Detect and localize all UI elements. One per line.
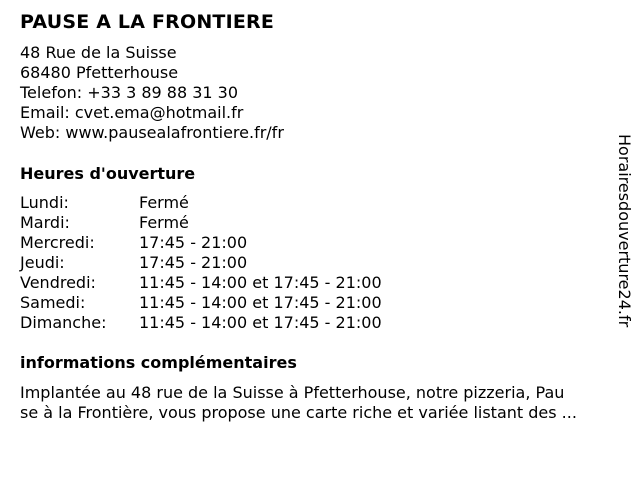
address-phone: Telefon: +33 3 89 88 31 30 <box>20 83 239 102</box>
additional-info-text <box>20 383 632 423</box>
site-watermark: Horairesdouverture24.fr <box>615 134 634 328</box>
opening-hours-heading: Heures d'ouverture <box>20 164 196 183</box>
hours-day-label: Jeudi: <box>20 253 65 272</box>
additional-info-line: se à la Frontière, vous propose une carte riche et variée listant des ... <box>20 403 577 422</box>
address-block <box>20 43 284 143</box>
address-city: 68480 Pfetterhouse <box>20 63 179 82</box>
hours-day-label: Lundi: <box>20 193 69 212</box>
additional-info-heading: informations complémentaires <box>20 353 297 372</box>
hours-time-value: Fermé <box>139 193 189 212</box>
address-web: Web: www.pausealafrontiere.fr/fr <box>20 123 284 142</box>
hours-time-value: Fermé <box>139 213 189 232</box>
hours-day-label: Mercredi: <box>20 233 95 252</box>
address-email: Email: cvet.ema@hotmail.fr <box>20 103 244 122</box>
hours-day-label: Mardi: <box>20 213 70 232</box>
address-street: 48 Rue de la Suisse <box>20 43 177 62</box>
hours-day-label: Samedi: <box>20 293 86 312</box>
hours-day-label: Vendredi: <box>20 273 96 292</box>
additional-info-line: Implantée au 48 rue de la Suisse à Pfetterhouse, notre pizzeria, Pau <box>20 383 565 402</box>
hours-time-value: 17:45 - 21:00 <box>139 233 248 252</box>
hours-time-value: 17:45 - 21:00 <box>139 253 248 272</box>
page-title: PAUSE A LA FRONTIERE <box>20 11 275 33</box>
hours-time-value: 11:45 - 14:00 et 17:45 - 21:00 <box>139 293 382 312</box>
hours-time-value: 11:45 - 14:00 et 17:45 - 21:00 <box>139 273 382 292</box>
hours-day-label: Dimanche: <box>20 313 107 332</box>
hours-time-value: 11:45 - 14:00 et 17:45 - 21:00 <box>139 313 382 332</box>
